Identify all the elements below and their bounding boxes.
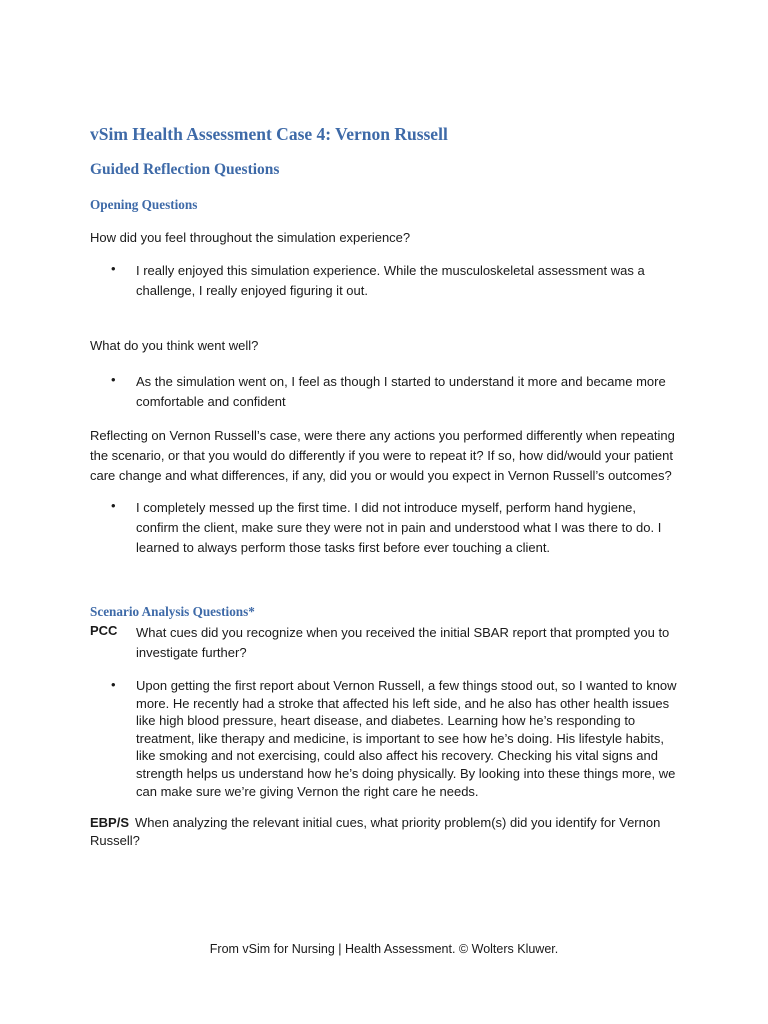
page-title: vSim Health Assessment Case 4: Vernon Russell: [90, 124, 448, 144]
page-footer: From vSim for Nursing | Health Assessment. © Wolters Kluwer.: [209, 942, 559, 956]
question-1: How did you feel throughout the simulation experience?: [90, 230, 411, 245]
section-heading-scenario: Scenario Analysis Questions*: [90, 604, 255, 619]
answer-2: As the simulation went on, I feel as though I started to understand it more and became more comfortable and confident: [136, 374, 666, 409]
bullet-icon: •: [111, 261, 116, 276]
page-subtitle: Guided Reflection Questions: [90, 161, 280, 178]
question-5: When analyzing the relevant initial cues, what priority problem(s) did you identify for Vernon Russell?: [90, 815, 661, 848]
answer-4: Upon getting the first report about Vernon Russell, a few things stood out, so I wanted to know more. He recently had a stroke that affected his left side, and he also has other health issues like high blood pressure, heart disease, and diabetes. Learning how he’s responding to treatment, like therapy and medicine, is important to see how he’s doing. His lifestyle habits, like smoking and not exercising, could also affect his recovery. Checking his vital signs and strength helps us understand how he’s doing physically. By looking into these things more, we can make sure we’re giving Vernon the right care he needs.: [136, 678, 677, 799]
ebps-tag: EBP/S: [90, 815, 130, 830]
section-heading-opening: Opening Questions: [90, 197, 198, 212]
bullet-icon: •: [111, 677, 116, 692]
question-4: What cues did you recognize when you received the initial SBAR report that prompted you to investigate further?: [136, 625, 670, 660]
answer-3: I completely messed up the first time. I did not introduce myself, perform hand hygiene, confirm the client, make sure they were not in pain and understood what I was there to do. I learned to always perform those tasks first before ever touching a client.: [136, 500, 662, 555]
pcc-tag: PCC: [90, 623, 118, 638]
bullet-icon: •: [111, 498, 116, 513]
question-3: Reflecting on Vernon Russell’s case, were there any actions you performed differently when repeating the scenario, or that you would do differently if you were to repeat it? If so, how did/would your patient care change and what differences, if any, did you or would you expect in Vernon Russell’s outcomes?: [90, 428, 675, 483]
answer-1: I really enjoyed this simulation experience. While the musculoskeletal assessment was a challenge, I really enjoyed figuring it out.: [136, 263, 645, 298]
bullet-icon: •: [111, 372, 116, 387]
question-2: What do you think went well?: [90, 338, 259, 353]
